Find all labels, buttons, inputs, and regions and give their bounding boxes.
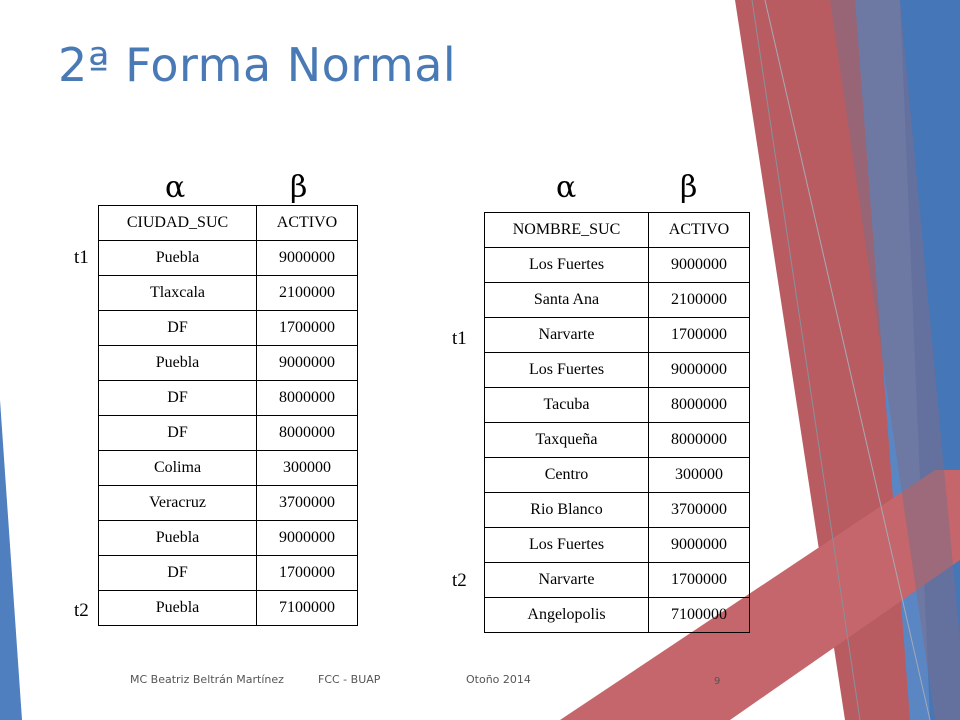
table-row <box>485 388 750 423</box>
activo-cell: 1700000 <box>257 556 358 591</box>
activo-cell: 3700000 <box>257 486 358 521</box>
name-cell: Puebla <box>99 591 257 626</box>
table-row <box>99 591 358 626</box>
table-row <box>99 346 358 381</box>
table-row <box>99 276 358 311</box>
name-cell: DF <box>99 311 257 346</box>
name-cell: DF <box>99 381 257 416</box>
table-row <box>485 528 750 563</box>
activo-cell: 1700000 <box>649 563 750 598</box>
t1-label-right: t1 <box>452 328 467 349</box>
name-cell: Los Fuertes <box>485 353 649 388</box>
activo-cell: 9000000 <box>649 353 750 388</box>
name-cell: Veracruz <box>99 486 257 521</box>
activo-cell: 9000000 <box>257 346 358 381</box>
table-row <box>485 563 750 598</box>
name-cell: DF <box>99 556 257 591</box>
activo-cell: 300000 <box>649 458 750 493</box>
name-cell: Santa Ana <box>485 283 649 318</box>
name-cell: Colima <box>99 451 257 486</box>
footer-term: Otoño 2014 <box>466 673 531 686</box>
t1-label-left: t1 <box>74 247 89 268</box>
name-cell: Narvarte <box>485 318 649 353</box>
activo-cell: 8000000 <box>257 416 358 451</box>
activo-cell: 8000000 <box>649 423 750 458</box>
table-row <box>99 311 358 346</box>
activo-cell: 9000000 <box>257 521 358 556</box>
alpha-symbol-right: α <box>556 170 577 205</box>
activo-cell: 8000000 <box>649 388 750 423</box>
header-ciudad-suc: CIUDAD_SUC <box>99 206 257 241</box>
activo-cell: 1700000 <box>649 318 750 353</box>
beta-symbol-left: β <box>290 170 308 205</box>
name-cell: Narvarte <box>485 563 649 598</box>
activo-cell: 2100000 <box>649 283 750 318</box>
name-cell: DF <box>99 416 257 451</box>
footer-faculty: FCC - BUAP <box>318 673 381 686</box>
name-cell: Puebla <box>99 241 257 276</box>
table-row <box>99 416 358 451</box>
table-row <box>485 353 750 388</box>
slide-title: 2ª Forma Normal <box>58 38 457 92</box>
table-row <box>485 493 750 528</box>
activo-cell: 7100000 <box>257 591 358 626</box>
name-cell: Tacuba <box>485 388 649 423</box>
table-row <box>485 423 750 458</box>
name-cell: Puebla <box>99 346 257 381</box>
page-number: 9 <box>714 676 721 687</box>
table-row <box>99 381 358 416</box>
table-row <box>485 458 750 493</box>
table-header-row <box>99 206 358 241</box>
relation-table-left <box>98 205 358 626</box>
t2-label-left: t2 <box>74 600 89 621</box>
beta-symbol-right: β <box>680 170 698 205</box>
table-header-row <box>485 213 750 248</box>
activo-cell: 9000000 <box>649 248 750 283</box>
footer-author: MC Beatriz Beltrán Martínez <box>130 673 284 686</box>
table-row <box>99 241 358 276</box>
activo-cell: 7100000 <box>649 598 750 633</box>
table-row <box>99 521 358 556</box>
activo-cell: 9000000 <box>257 241 358 276</box>
name-cell: Los Fuertes <box>485 248 649 283</box>
table-row <box>99 486 358 521</box>
name-cell: Centro <box>485 458 649 493</box>
activo-cell: 3700000 <box>649 493 750 528</box>
table-row <box>485 598 750 633</box>
table-row <box>99 451 358 486</box>
name-cell: Taxqueña <box>485 423 649 458</box>
t2-label-right: t2 <box>452 570 467 591</box>
activo-cell: 2100000 <box>257 276 358 311</box>
activo-cell: 1700000 <box>257 311 358 346</box>
activo-cell: 8000000 <box>257 381 358 416</box>
name-cell: Tlaxcala <box>99 276 257 311</box>
relation-table-right <box>484 212 750 633</box>
name-cell: Rio Blanco <box>485 493 649 528</box>
name-cell: Puebla <box>99 521 257 556</box>
table-row <box>485 318 750 353</box>
activo-cell: 9000000 <box>649 528 750 563</box>
table-row <box>485 283 750 318</box>
name-cell: Los Fuertes <box>485 528 649 563</box>
alpha-symbol-left: α <box>165 170 186 205</box>
left-blue-shape <box>0 400 22 720</box>
header-activo: ACTIVO <box>649 213 750 248</box>
table-row <box>485 248 750 283</box>
name-cell: Angelopolis <box>485 598 649 633</box>
activo-cell: 300000 <box>257 451 358 486</box>
table-row <box>99 556 358 591</box>
header-nombre-suc: NOMBRE_SUC <box>485 213 649 248</box>
header-activo: ACTIVO <box>257 206 358 241</box>
